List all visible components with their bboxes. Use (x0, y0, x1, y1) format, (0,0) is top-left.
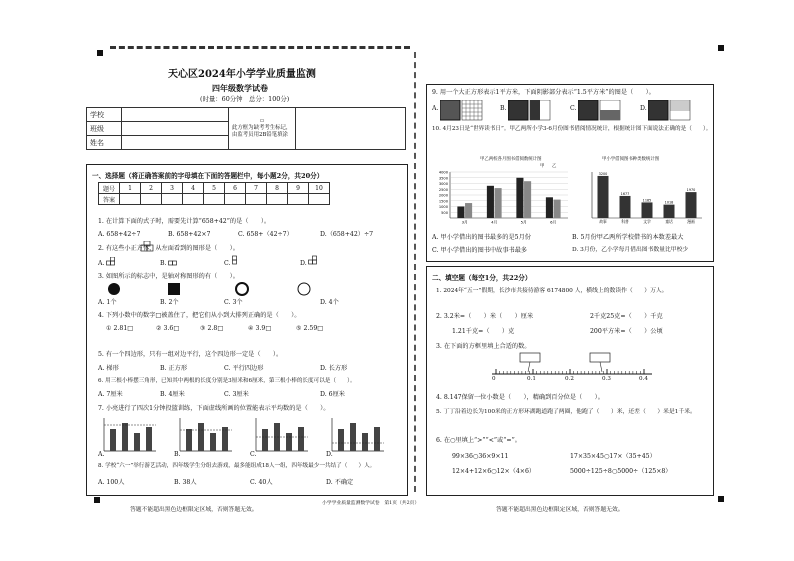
q6-option-c: C. 3厘米 (224, 391, 249, 398)
x-tick-label: 漫画 (687, 219, 695, 224)
tick-0: 0 (492, 376, 496, 382)
answer-grid (98, 182, 330, 205)
tick-3: 0.3 (602, 376, 611, 382)
answer-grid-header: 9 (288, 183, 309, 194)
x-tick-label: 童话 (665, 219, 673, 224)
name-field[interactable] (122, 136, 229, 150)
answer-grid-header: 题号 (99, 183, 120, 194)
x-tick-label: 科普 (621, 219, 629, 224)
question-6: 6. 用三根小棒摆三角形，已知其中两根的长度分别是3厘米和6厘米，第三根小棒的长度可以是（ ）。 (98, 378, 356, 384)
fill-question-5: 5. 丁丁沿着边长为100米的正方形环湖跑道跑了两圈，他跑了（ ）米，还差（ ）米是1千米。 (436, 409, 696, 415)
q4-item: ④ 3.9□ (248, 325, 272, 332)
tick-2: 0.2 (565, 376, 574, 382)
corner-mark (97, 50, 103, 56)
bar-甲-6月 (546, 197, 553, 218)
logo-3-icon (236, 283, 248, 295)
corner-mark (94, 497, 100, 503)
cube-stack-icon (140, 241, 154, 253)
q8-option-c: C. 40人 (250, 479, 273, 486)
exam-subtitle: 四年级数学试卷 (212, 83, 268, 93)
q4-item: ② 3.6□ (156, 325, 180, 332)
q3-option-b: B. 2个 (160, 299, 179, 306)
bar-value-label: 1185 (642, 198, 652, 203)
barcode-area (296, 108, 406, 150)
q9-option-d: D. (640, 105, 647, 112)
exam-title: 天心区2024年小学学业质量监测 (168, 69, 316, 80)
bar-value-label: 1677 (620, 191, 630, 196)
q7-chart-a (104, 418, 156, 451)
compare-item: 99×36○36×9×11 (452, 453, 509, 460)
bar-童话 (664, 205, 675, 218)
chart-left-legend-a: 甲 (540, 164, 545, 169)
q9-option-c: C. (570, 105, 577, 112)
q7-chart-d (332, 418, 384, 451)
bar-value-label: 1018 (664, 200, 674, 205)
time-score: (时量：60分钟 总分：100分) (200, 95, 290, 103)
bar-value-label: 3200 (598, 171, 608, 176)
q10-option-d: D. 3月份，乙小学每月借出图书数量比甲校少 (572, 247, 689, 253)
q7-mini-charts (96, 415, 396, 453)
y-tick-label: 4000 (438, 170, 448, 175)
q8-option-a: A. 100人 (98, 479, 125, 486)
page-divider (414, 52, 416, 492)
q6-option-a: A. 7厘米 (98, 391, 123, 398)
q1-option-a: A. 658+42÷7 (98, 231, 141, 238)
fill-question-2d: 200平方米=（ ）公顷 (590, 328, 663, 335)
answer-row-label: 答案 (99, 194, 120, 205)
bar-乙-6月 (554, 200, 561, 218)
school-field[interactable] (122, 108, 229, 122)
school-label: 学校 (87, 108, 122, 122)
compare-item: 12×4+12×6○12×（4×6） (452, 468, 536, 475)
bar-文学 (642, 202, 653, 218)
question-2: 2. 有这些小正方体，从左面看到的图形是（ ）。 (98, 245, 239, 252)
answer-grid-header: 7 (246, 183, 267, 194)
fill-question-4: 4. 8.147保留一位小数是（ ），精确到百分位是（ ）。 (436, 394, 604, 401)
fill-question-6: 6. 在○里填上“>”“<”或“=”。 (436, 437, 521, 444)
answer-cell[interactable] (246, 194, 267, 205)
question-10: 10. 4月23日是“世界读书日”。甲乙两所小学3-6月份图书借阅情况统计，根据统计图下面说法正确的是（ ）。 (432, 126, 712, 132)
q3-option-d: D. 4个 (320, 299, 339, 306)
x-tick-label: 3月 (461, 219, 468, 225)
logo-4-icon (298, 283, 310, 295)
top-dash-rule (110, 46, 410, 49)
q9-figure-d (648, 100, 708, 122)
q10-option-c: C. 甲小学借出的图书中故事书最多 (432, 247, 528, 254)
q10-option-a: A. 甲小学借出的图书最多的是5月份 (432, 234, 531, 241)
bar-value-label: 1970 (686, 188, 696, 193)
answer-cell[interactable] (309, 194, 330, 205)
bar-故事 (598, 176, 609, 218)
student-info-table (86, 107, 406, 150)
bar-乙-5月 (524, 181, 531, 218)
chart-right (582, 166, 706, 226)
q1-option-d: D.（658+42）÷7 (320, 231, 374, 238)
y-tick-label: 3000 (438, 182, 448, 186)
answer-cell[interactable] (225, 194, 246, 205)
q7-chart-c (256, 418, 308, 451)
y-tick-label: 1500 (438, 199, 448, 204)
absent-note-text: 此方框为缺考考生标记，由监考员用2B铅笔填涂 (232, 124, 292, 138)
q1-option-b: B. 658+42×7 (168, 231, 211, 238)
y-tick-label: 2500 (438, 187, 448, 192)
q6-option-b: B. 4厘米 (160, 391, 185, 398)
y-tick-label: 500 (441, 210, 448, 215)
answer-grid-header: 5 (204, 183, 225, 194)
shape-option-icon (232, 255, 244, 266)
answer-grid-header: 4 (183, 183, 204, 194)
tick-1: 0.1 (527, 376, 536, 382)
fill-question-3: 3. 在下面的方框里填上合适的数。 (436, 343, 531, 350)
y-tick-label: 2000 (438, 193, 448, 198)
fill-question-2a: 2. 3.2米=（ ）米（ ）厘米 (436, 313, 534, 320)
fill-question-1: 1. 2024年“五一”假期，长沙市共接待游客 6174800 人，横线上的数读作（ ）万人。 (436, 288, 668, 294)
logo-1-icon (108, 283, 120, 295)
q9-figure-a (440, 100, 500, 122)
answer-grid-header: 10 (309, 183, 330, 194)
q1-option-c: C. 658+（42÷7） (238, 231, 293, 238)
chart-right-title: 甲小学借阅图书种类数统计图 (602, 157, 660, 162)
x-tick-label: 6月 (550, 219, 557, 225)
q9-figure-c (578, 100, 638, 122)
answer-cell[interactable] (267, 194, 288, 205)
y-tick-label: 1000 (438, 205, 448, 209)
number-line-box-2 (590, 353, 610, 362)
footer-center: 小学学业质量监测数学试卷 第1页（共2页） (322, 501, 420, 506)
q7-option-a: A. (98, 451, 105, 458)
answer-cell[interactable] (288, 194, 309, 205)
q5-option-c: C. 平行四边形 (224, 365, 264, 372)
question-7: 7. 小亮进行了四次1分钟投篮训练，下面虚线所画的位置能表示平均数的是（ ）。 (98, 405, 330, 412)
q7-option-b: B. (174, 451, 181, 458)
footer-right: 答题不能超出黑色边框限定区域，否则答题无效。 (496, 507, 624, 513)
y-tick-label: 3500 (438, 176, 448, 181)
bar-科普 (620, 196, 631, 218)
shape-option-icon (106, 257, 120, 266)
bar-乙-3月 (465, 203, 472, 218)
q7-option-d: D. (326, 451, 333, 458)
answer-cell[interactable] (120, 194, 141, 205)
chart-left-legend-b: 乙 (552, 164, 557, 169)
section1-heading: 一、选择题（将正确答案前的字母填在下面的答题栏中，每小题2分，共20分） (92, 172, 324, 180)
answer-grid-header: 8 (267, 183, 288, 194)
question-9: 9. 用一个大正方形表示1平方米，下面阴影部分表示“1.5平方米”的图是（ ）。 (432, 89, 655, 96)
answer-grid-header: 1 (120, 183, 141, 194)
answer-grid-header: 2 (141, 183, 162, 194)
chart-left-title: 甲乙两校各月图书借阅数统计图 (480, 157, 542, 162)
bar-甲-4月 (487, 186, 494, 218)
class-field[interactable] (122, 122, 229, 136)
q9-option-b: B. (500, 105, 507, 112)
answer-cell[interactable] (183, 194, 204, 205)
q7-option-c: C. (250, 451, 257, 458)
q4-item: ⑤ 2.59□ (296, 325, 324, 332)
bar-漫画 (686, 192, 697, 218)
answer-cell[interactable] (162, 194, 183, 205)
q4-item: ③ 2.8□ (200, 325, 224, 332)
q6-option-d: D. 6厘米 (320, 391, 345, 398)
q3-option-c: C. 3个 (224, 299, 243, 306)
section2-heading: 二、填空题（每空1分，共22分） (432, 274, 532, 282)
q9-figure-b (508, 100, 568, 122)
bar-乙-4月 (495, 188, 502, 218)
x-tick-label: 文学 (643, 219, 651, 224)
q2-option-d: D. (300, 260, 307, 267)
answer-cell[interactable] (204, 194, 225, 205)
bar-甲-3月 (457, 207, 464, 219)
corner-mark (718, 45, 724, 51)
shape-option-icon (168, 257, 182, 266)
question-3: 3. 如图所示的标志中，是轴对称图形的有（ ）。 (98, 273, 239, 280)
fill-question-2c: 1.21千克=（ ）克 (452, 328, 515, 335)
compare-item: 17×35×45○17×（35+45） (570, 453, 656, 460)
q2-option-c: C. (224, 260, 231, 267)
answer-grid-header: 6 (225, 183, 246, 194)
q9-option-a: A. (432, 105, 439, 112)
q8-option-d: D. 不确定 (326, 479, 354, 486)
chart-left (432, 170, 572, 226)
question-4: 4. 下列小数中的数字□被盖住了，把它们从小到大排列正确的是（ ）。 (98, 312, 301, 319)
q7-chart-b (180, 418, 232, 451)
absent-note: ▭ 此方框为缺考考生标记，由监考员用2B铅笔填涂 (229, 108, 296, 150)
q5-option-d: D. 长方形 (320, 365, 348, 372)
answer-grid-header: 3 (162, 183, 183, 194)
bar-甲-5月 (516, 178, 523, 218)
q5-option-b: B. 正方形 (160, 365, 188, 372)
x-tick-label: 4月 (491, 219, 498, 225)
x-tick-label: 5月 (520, 219, 527, 225)
q5-option-a: A. 梯形 (98, 365, 119, 372)
q10-option-b: B. 5月份甲乙两所学校借书的本数差最大 (572, 234, 684, 241)
question-1: 1. 在计算下面的式子时，需要先计算“658+42”的是（ ）。 (98, 218, 271, 225)
q3-option-a: A. 1个 (98, 299, 117, 306)
question-5: 5. 有一个四边形，只有一组对边平行，这个四边形一定是（ ）。 (98, 351, 283, 358)
number-line-box-1 (520, 353, 540, 362)
corner-mark (718, 496, 724, 502)
symbol-logos (108, 282, 368, 296)
fill-question-2b: 2千克25克=（ ）千克 (590, 313, 663, 320)
answer-cell[interactable] (141, 194, 162, 205)
question-8: 8. 学校“六一”举行游艺活动，四年级学生分组去游戏，最多能组成18人一组，四年级最少一共结了（ ）人。 (98, 463, 376, 469)
class-label: 班级 (87, 122, 122, 136)
q2-option-a: A. (98, 260, 105, 267)
q8-option-b: B. 38人 (174, 479, 197, 486)
compare-item: 5000÷125÷8○5000÷（125×8） (570, 468, 672, 475)
footer-left: 答题不能超出黑色边框限定区域，否则答题无效。 (130, 507, 258, 513)
tick-4: 0.4 (639, 376, 648, 382)
q2-option-b: B. (160, 260, 167, 267)
name-label: 姓名 (87, 136, 122, 150)
x-tick-label: 故事 (599, 219, 607, 224)
logo-2-icon (168, 283, 180, 295)
q4-item: ① 2.81□ (106, 325, 134, 332)
shape-option-icon (308, 255, 322, 266)
